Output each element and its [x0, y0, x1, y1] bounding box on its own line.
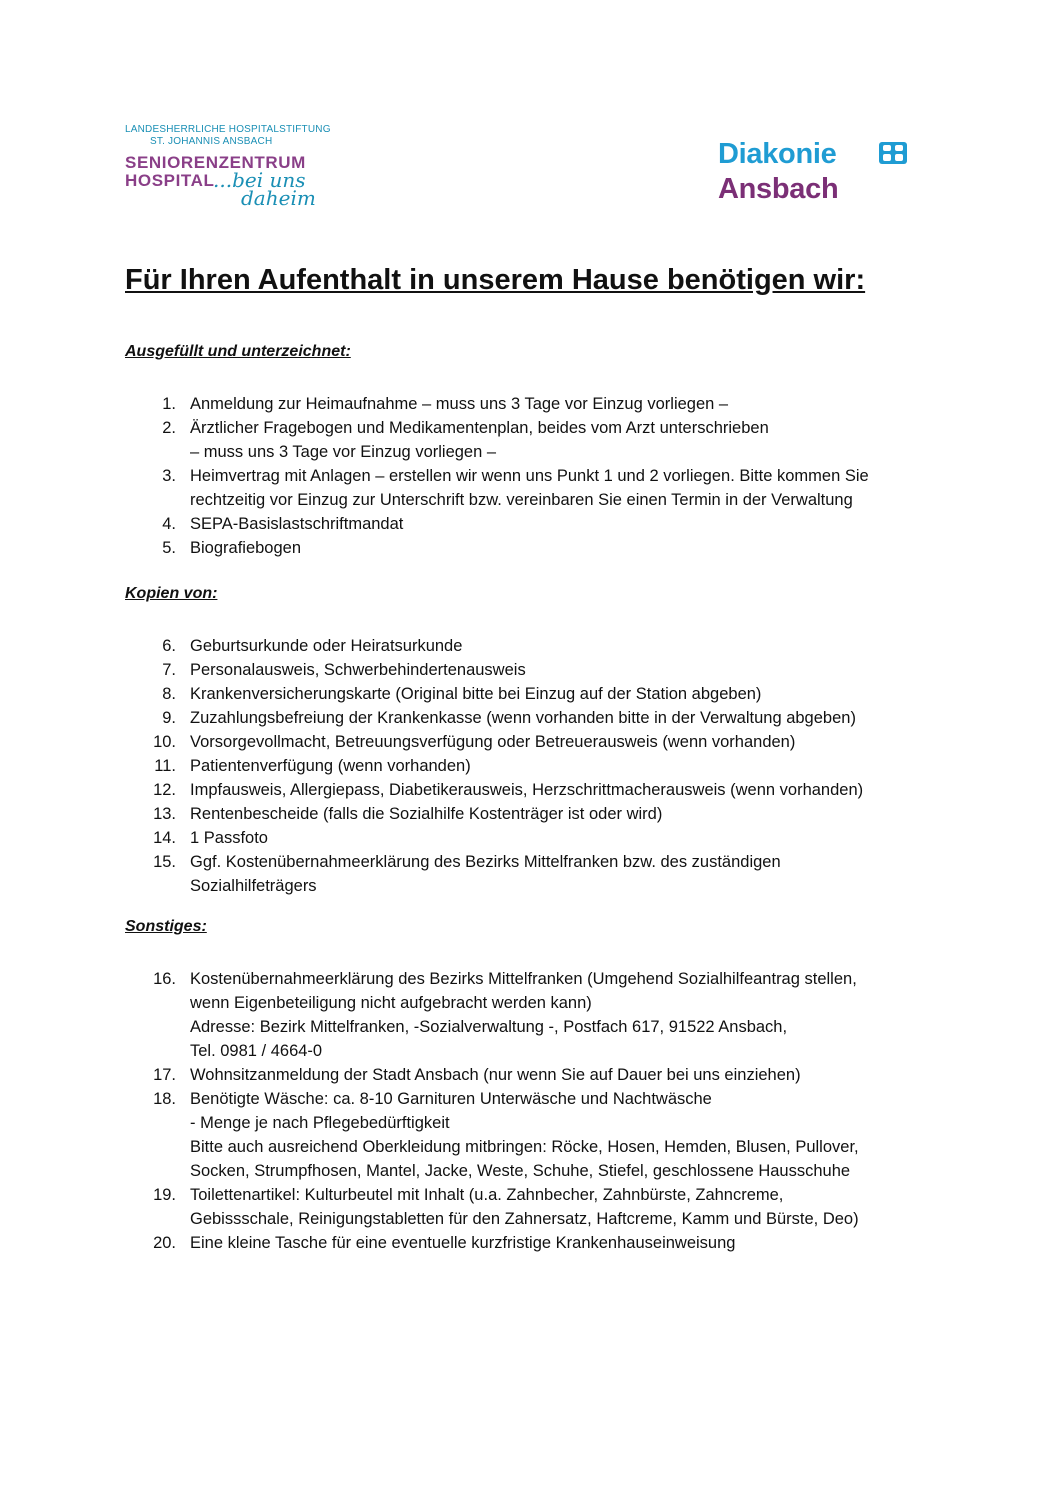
list-item-text: Toilettenartikel: Kulturbeutel mit Inhalt (u.a. Zahnbecher, Zahnbürste, Zahncreme, — [190, 1186, 784, 1204]
list-item-text: Personalausweis, Schwerbehindertenausweis — [190, 661, 526, 679]
list-item-number: 13. — [153, 805, 176, 823]
diakonie-cross-icon — [879, 142, 907, 164]
list-item-number: 12. — [153, 781, 176, 799]
logo-seniorenzentrum: SENIORENZENTRUM — [125, 153, 306, 172]
list-item-number: 3. — [162, 467, 176, 485]
list-item-text: Bitte auch ausreichend Oberkleidung mitbringen: Röcke, Hosen, Hemden, Blusen, Pullover, — [190, 1138, 859, 1156]
list-item-text: 1 Passfoto — [190, 829, 268, 847]
logo-line-1: LANDESHERRLICHE HOSPITALSTIFTUNG — [125, 124, 331, 135]
list-item-text: Krankenversicherungskarte (Original bitte bei Einzug auf der Station abgeben) — [190, 685, 762, 703]
list-item-text: Anmeldung zur Heimaufnahme – muss uns 3 Tage vor Einzug vorliegen – — [190, 395, 729, 413]
list-item-text: Zuzahlungsbefreiung der Krankenkasse (wenn vorhanden bitte in der Verwaltung abgeben) — [190, 709, 856, 727]
list-item-text: Ggf. Kostenübernahmeerklärung des Bezirks Mittelfranken bzw. des zuständigen — [190, 853, 781, 871]
logo-script — [213, 168, 323, 212]
list-item-number: 18. — [153, 1090, 176, 1108]
list-item-number: 17. — [153, 1066, 176, 1084]
list-item-text: Kostenübernahmeerklärung des Bezirks Mittelfranken (Umgehend Sozialhilfeantrag stellen, — [190, 970, 857, 988]
logo-hospital: HOSPITAL — [125, 171, 215, 190]
list-item-number: 4. — [162, 515, 176, 533]
list-item-number: 8. — [162, 685, 176, 703]
seniorenzentrum-logo — [125, 122, 345, 222]
list-item-number: 14. — [153, 829, 176, 847]
list-item-text: Socken, Strumpfhosen, Mantel, Jacke, Weste, Schuhe, Stiefel, geschlossene Hausschuhe — [190, 1162, 851, 1180]
list-item-text: Heimvertrag mit Anlagen – erstellen wir wenn uns Punkt 1 und 2 vorliegen. Bitte kommen Sie — [190, 467, 869, 485]
list-item-text: Benötigte Wäsche: ca. 8-10 Garnituren Unterwäsche und Nachtwäsche — [190, 1090, 712, 1108]
list-item-number: 1. — [162, 395, 176, 413]
list-item-number: 5. — [162, 539, 176, 557]
logo-diakonie: Diakonie — [718, 138, 837, 170]
list-item-number: 9. — [162, 709, 176, 727]
list-item-text: Biografiebogen — [190, 539, 302, 557]
list-item-number: 10. — [153, 733, 176, 751]
list-item-text: SEPA-Basislastschriftmandat — [190, 515, 404, 533]
list-item-text: Rentenbescheide (falls die Sozialhilfe Kostenträger ist oder wird) — [190, 805, 663, 823]
section-title: Kopien von: — [125, 585, 218, 602]
list-item-number: 20. — [153, 1234, 176, 1252]
list-item-text: Vorsorgevollmacht, Betreuungsverfügung oder Betreuerausweis (wenn vorhanden) — [190, 733, 796, 751]
list-item-number: 15. — [153, 853, 176, 871]
list-item-number: 6. — [162, 637, 176, 655]
logo-line-2: ST. JOHANNIS ANSBACH — [150, 136, 273, 147]
list-item-number: 7. — [162, 661, 176, 679]
page-title: Für Ihren Aufenthalt in unserem Hause benötigen wir: — [125, 264, 866, 296]
list-item-text: Eine kleine Tasche für eine eventuelle kurzfristige Krankenhauseinweisung — [190, 1234, 736, 1252]
list-item-text: Patientenverfügung (wenn vorhanden) — [190, 757, 471, 775]
list-item-text: - Menge je nach Pflegebedürftigkeit — [190, 1114, 450, 1132]
list-item-text: Wohnsitzanmeldung der Stadt Ansbach (nur wenn Sie auf Dauer bei uns einziehen) — [190, 1066, 801, 1084]
list-item-number: 2. — [162, 419, 176, 437]
list-item-number: 11. — [154, 757, 176, 775]
list-item-text: rechtzeitig vor Einzug zur Unterschrift bzw. vereinbaren Sie einen Termin in der Verwaltung — [190, 491, 853, 509]
section-title: Sonstiges: — [125, 918, 207, 935]
section-title: Ausgefüllt und unterzeichnet: — [125, 343, 351, 360]
list-item-text: Impfausweis, Allergiepass, Diabetikerausweis, Herzschrittmacherausweis (wenn vorhanden) — [190, 781, 864, 799]
list-item-text: wenn Eigenbeteiligung nicht aufgebracht werden kann) — [190, 994, 592, 1012]
list-item-number: 19. — [153, 1186, 176, 1204]
logo-script-line-2: daheim — [241, 186, 316, 210]
list-item-number: 16. — [153, 970, 176, 988]
diakonie-logo — [718, 138, 918, 208]
list-item-text: Geburtsurkunde oder Heiratsurkunde — [190, 637, 463, 655]
list-item-text: – muss uns 3 Tage vor Einzug vorliegen – — [190, 443, 497, 461]
list-item-text: Adresse: Bezirk Mittelfranken, -Sozialverwaltung -, Postfach 617, 91522 Ansbach, — [190, 1018, 788, 1036]
list-item-text: Ärztlicher Fragebogen und Medikamentenplan, beides vom Arzt unterschrieben — [190, 419, 769, 437]
logo-script-line-1: ...bei uns — [213, 168, 306, 192]
list-item-text: Gebissschale, Reinigungstabletten für den Zahnersatz, Haftcreme, Kamm und Bürste, Deo) — [190, 1210, 859, 1228]
list-item-text: Tel. 0981 / 4664-0 — [190, 1042, 323, 1060]
logo-ansbach: Ansbach — [718, 173, 839, 205]
list-item-text: Sozialhilfeträgers — [190, 877, 317, 895]
